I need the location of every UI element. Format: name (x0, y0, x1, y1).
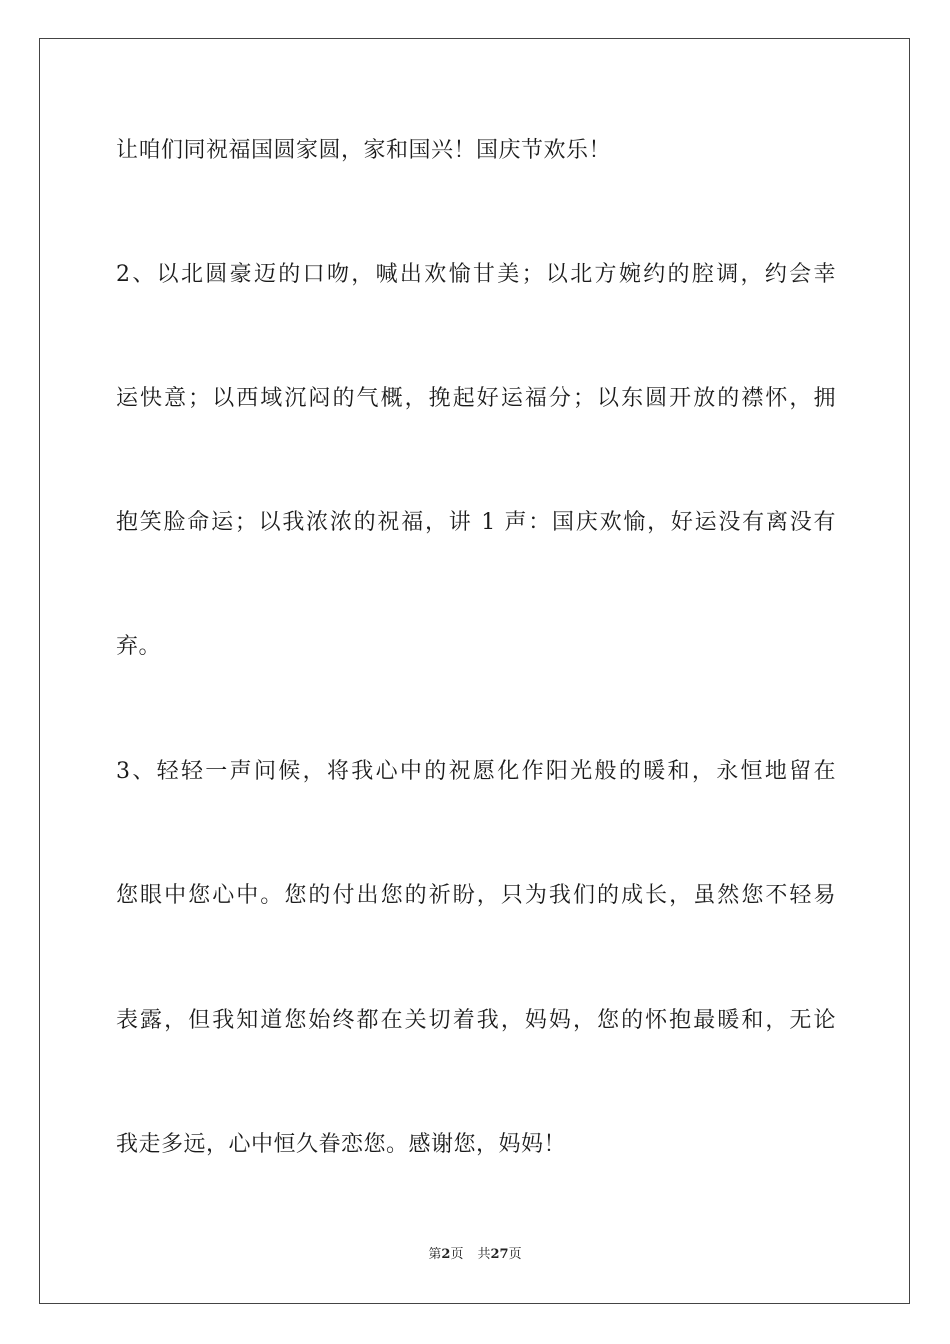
text-line-5: 弃。 (116, 634, 162, 659)
footer-page-suffix: 页 (450, 1247, 464, 1262)
footer-total-suffix: 页 (508, 1247, 522, 1262)
text-line-9: 我走多远，心中恒久眷恋您。感谢您，妈妈！ (116, 1132, 567, 1157)
text-line-2: 2、以北圆豪迈的口吻，喊出欢愉甘美；以北方婉约的腔调，约会幸 (116, 262, 836, 287)
text-line-4: 抱笑脸命运；以我浓浓的祝福，讲 1 声：国庆欢愉，好运没有离没有 (116, 510, 836, 535)
text-line-3: 运快意；以西域沉闷的气概，挽起好运福分；以东圆开放的襟怀，拥 (116, 386, 836, 411)
text-line-7: 您眼中您心中。您的付出您的祈盼，只为我们的成长，虽然您不轻易 (116, 883, 836, 908)
page-frame (39, 38, 910, 1304)
text-line-6: 3、轻轻一声问候，将我心中的祝愿化作阳光般的暖和，永恒地留在 (116, 759, 836, 784)
text-line-8: 表露，但我知道您始终都在关切着我，妈妈，您的怀抱最暖和，无论 (116, 1008, 836, 1033)
text-line-1: 让咱们同祝福国圆家圆，家和国兴！国庆节欢乐！ (116, 138, 612, 163)
footer-total-pages: 27 (490, 1247, 509, 1262)
footer-page-number: 2 (441, 1247, 451, 1262)
footer-total-prefix: 共 (477, 1247, 491, 1262)
page-footer (0, 1246, 950, 1264)
footer-page-prefix: 第 (428, 1247, 442, 1262)
